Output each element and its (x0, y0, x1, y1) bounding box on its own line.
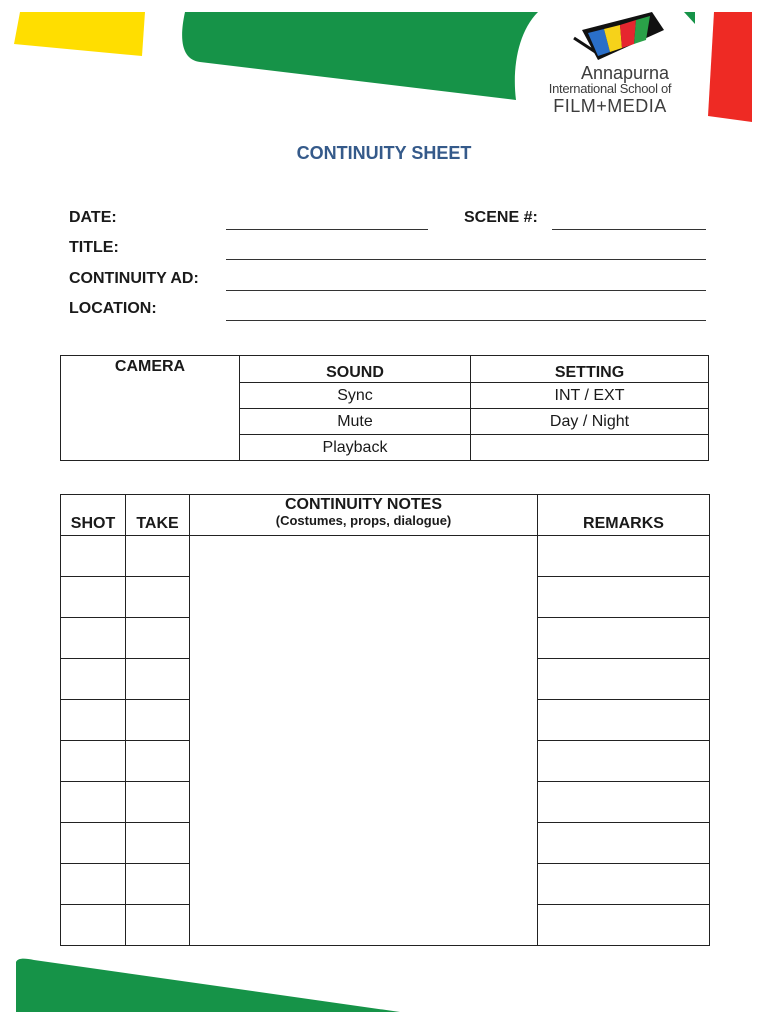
location-label: LOCATION: (69, 300, 157, 317)
camera-header: CAMERA (61, 356, 240, 461)
scene-label: SCENE #: (464, 209, 538, 226)
remarks-cell[interactable] (538, 700, 710, 741)
shot-cell[interactable] (61, 741, 126, 782)
shot-cell[interactable] (61, 618, 126, 659)
notes-header-title: CONTINUITY NOTES (284, 496, 443, 513)
shot-cell[interactable] (61, 577, 126, 618)
shot-cell[interactable] (61, 536, 126, 577)
remarks-cell[interactable] (538, 536, 710, 577)
take-cell[interactable] (126, 741, 190, 782)
take-cell[interactable] (126, 577, 190, 618)
notes-header-subtitle: (Costumes, props, dialogue) (275, 512, 452, 528)
notes-area[interactable] (190, 536, 538, 946)
brand-subtitle: International School of (548, 81, 672, 96)
date-field[interactable] (226, 229, 428, 230)
title-label: TITLE: (69, 239, 119, 256)
brand-name: Annapurna (580, 63, 670, 83)
title-field[interactable] (226, 259, 706, 260)
film-reel-logo-icon (574, 12, 664, 60)
remarks-cell[interactable] (538, 577, 710, 618)
remarks-cell[interactable] (538, 659, 710, 700)
take-cell[interactable] (126, 618, 190, 659)
remarks-cell[interactable] (538, 864, 710, 905)
remarks-cell[interactable] (538, 741, 710, 782)
scene-field[interactable] (552, 229, 706, 230)
shot-cell[interactable] (61, 823, 126, 864)
remarks-header: REMARKS (538, 495, 710, 536)
continuity-ad-label: CONTINUITY AD: (69, 270, 199, 287)
sound-option-sync[interactable]: Sync (240, 383, 471, 409)
take-cell[interactable] (126, 905, 190, 946)
setting-option-int-ext[interactable]: INT / EXT (471, 383, 709, 409)
remarks-cell[interactable] (538, 823, 710, 864)
page-title: CONTINUITY SHEET (296, 143, 472, 163)
setting-header: SETTING (471, 356, 709, 383)
date-label: DATE: (69, 209, 117, 226)
remarks-cell[interactable] (538, 782, 710, 823)
green-corner-tab (684, 12, 695, 24)
sound-option-mute[interactable]: Mute (240, 409, 471, 435)
green-banner (182, 12, 538, 100)
sound-option-playback[interactable]: Playback (240, 435, 471, 461)
shot-cell[interactable] (61, 905, 126, 946)
shot-cell[interactable] (61, 782, 126, 823)
sound-header: SOUND (240, 356, 471, 383)
shot-cell[interactable] (61, 864, 126, 905)
brand-tagline: FILM+MEDIA (553, 96, 667, 116)
shot-cell[interactable] (61, 700, 126, 741)
shot-cell[interactable] (61, 659, 126, 700)
take-cell[interactable] (126, 864, 190, 905)
take-cell[interactable] (126, 700, 190, 741)
red-stripe (708, 12, 752, 122)
remarks-cell[interactable] (538, 905, 710, 946)
continuity-notes-table (60, 494, 710, 946)
notes-header (190, 495, 538, 536)
location-field[interactable] (226, 320, 706, 321)
remarks-cell[interactable] (538, 618, 710, 659)
setup-table (60, 355, 709, 461)
shot-header: SHOT (61, 495, 126, 536)
setting-option-day-night[interactable]: Day / Night (471, 409, 709, 435)
green-footer-band (16, 959, 400, 1012)
yellow-stripe (14, 12, 145, 56)
continuity-ad-field[interactable] (226, 290, 706, 291)
setting-empty-cell[interactable] (471, 435, 709, 461)
take-cell[interactable] (126, 823, 190, 864)
take-cell[interactable] (126, 536, 190, 577)
take-header: TAKE (126, 495, 190, 536)
take-cell[interactable] (126, 659, 190, 700)
take-cell[interactable] (126, 782, 190, 823)
